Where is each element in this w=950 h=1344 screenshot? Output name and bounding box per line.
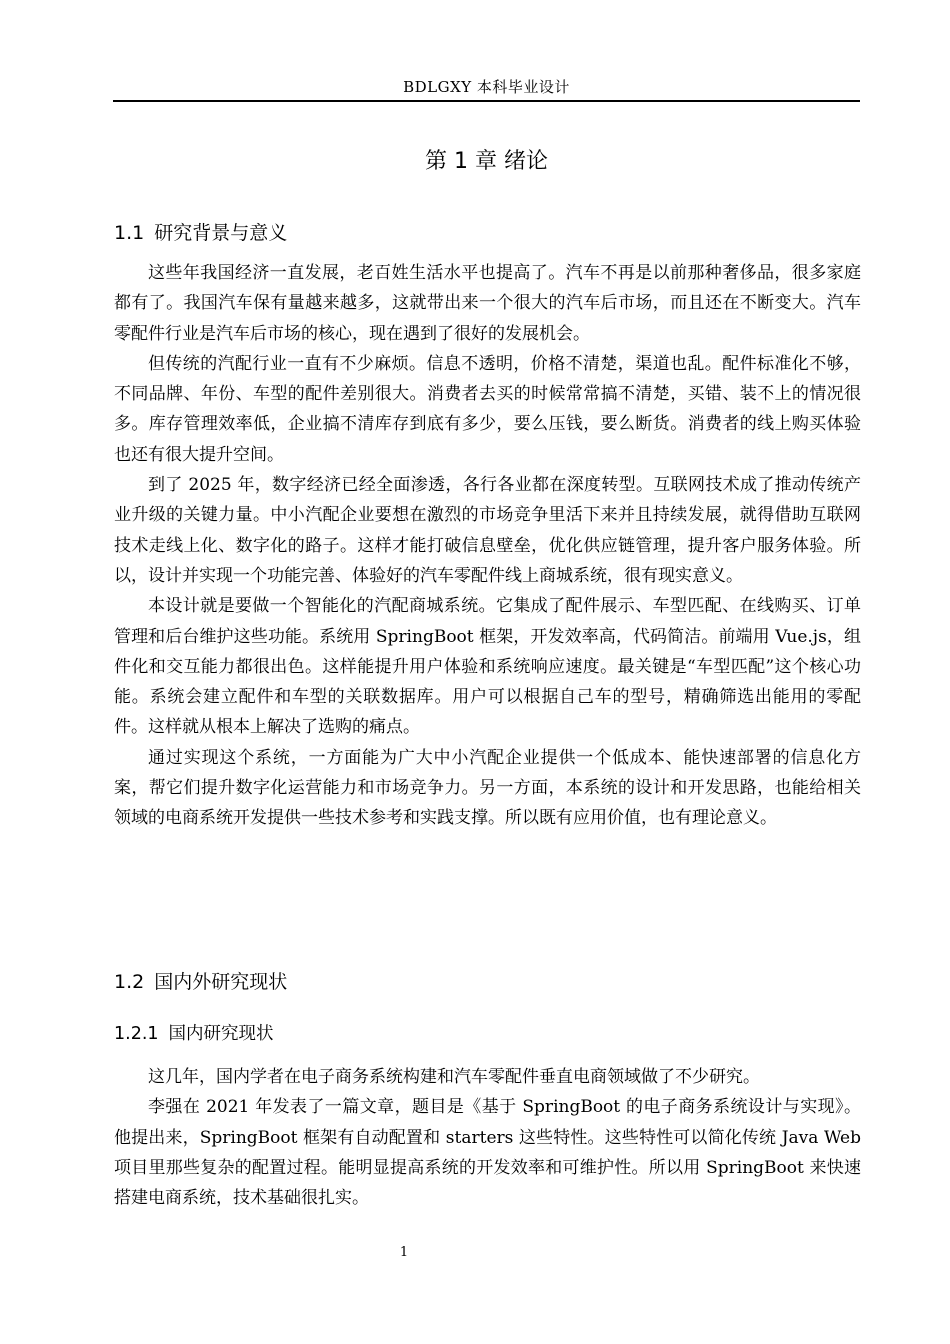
header-rule (113, 100, 860, 102)
section-heading-1-2 (114, 968, 287, 996)
paragraph: 本设计就是要做一个智能化的汽配商城系统。它集成了配件展示、车型匹配、在线购买、订单管理和后台维护这些功能。系统用 SpringBoot 框架，开发效率高，代码简洁。前端用 Vue.js，组件化和交互能力都很出色。这样能提升用户体验和系统响应速度。最关键是“车型匹配”这个核心功能。系统会建立配件和车型的关联数据库。用户可以根据自己车的型号，精确筛选出能用的零配件。这样就从根本上解决了选购的痛点。 (114, 596, 861, 738)
paragraph: 但传统的汽配行业一直有不少麻烦。信息不透明，价格不清楚，渠道也乱。配件标准化不够，不同品牌、年份、车型的配件差别很大。消费者去买的时候常常搞不清楚，买错、装不上的情况很多。库存管理效率低，企业搞不清库存到底有多少，要么压钱，要么断货。消费者的线上购买体验也还有很大提升空间。 (114, 353, 861, 465)
paragraph: 到了 2025 年，数字经济已经全面渗透，各行各业都在深度转型。互联网技术成了推动传统产业升级的关键力量。中小汽配企业要想在激烈的市场竞争里活下来并且持续发展，就得借助互联网技术走线上化、数字化的路子。这样才能打破信息壁垒，优化供应链管理，提升客户服务体验。所以，设计并实现一个功能完善、体验好的汽车零配件线上商城系统，很有现实意义。 (114, 475, 861, 586)
running-header: BDLGXY 本科毕业设计 (403, 78, 570, 96)
section-title: 研究背景与意义 (154, 222, 288, 244)
section-heading-1-1 (114, 219, 287, 247)
section-number: 1.2 (114, 971, 145, 993)
paragraph: 这些年我国经济一直发展，老百姓生活水平也提高了。汽车不再是以前那种奢侈品，很多家庭都有了。我国汽车保有量越来越多，这就带出来一个很大的汽车后市场，而且还在不断变大。汽车零配件行业是汽车后市场的核心，现在遇到了很好的发展机会。 (114, 263, 861, 344)
subsection-title: 国内研究现状 (168, 1024, 274, 1044)
subsection-1-2-1-body (114, 1062, 861, 1213)
subsection-number: 1.2.1 (114, 1024, 159, 1044)
page-number: 1 (399, 1245, 409, 1260)
subsection-heading-1-2-1 (114, 1020, 274, 1048)
section-number: 1.1 (114, 222, 145, 244)
section-title: 国内外研究现状 (154, 971, 288, 993)
paragraph: 通过实现这个系统，一方面能为广大中小汽配企业提供一个低成本、能快速部署的信息化方案，帮它们提升数字化运营能力和市场竞争力。另一方面，本系统的设计和开发思路，也能给相关领域的电商系统开发提供一些技术参考和实践支撑。所以既有应用价值，也有理论意义。 (114, 747, 861, 829)
paragraph: 这几年，国内学者在电子商务系统构建和汽车零配件垂直电商领域做了不少研究。 (148, 1067, 760, 1087)
section-1-1-body (114, 258, 861, 834)
chapter-title: 第 1 章 绪论 (425, 149, 548, 174)
paragraph: 李强在 2021 年发表了一篇文章，题目是《基于 SpringBoot 的电子商务系统设计与实现》。他提出来，SpringBoot 框架有自动配置和 starters 这些特性。这些特性可以简化传统 Java Web 项目里那些复杂的配置过程。能明显提高系统的开发效率和可维护性。所以用 SpringBoot 来快速搭建电商系统，技术基础很扎实。 (114, 1097, 861, 1209)
